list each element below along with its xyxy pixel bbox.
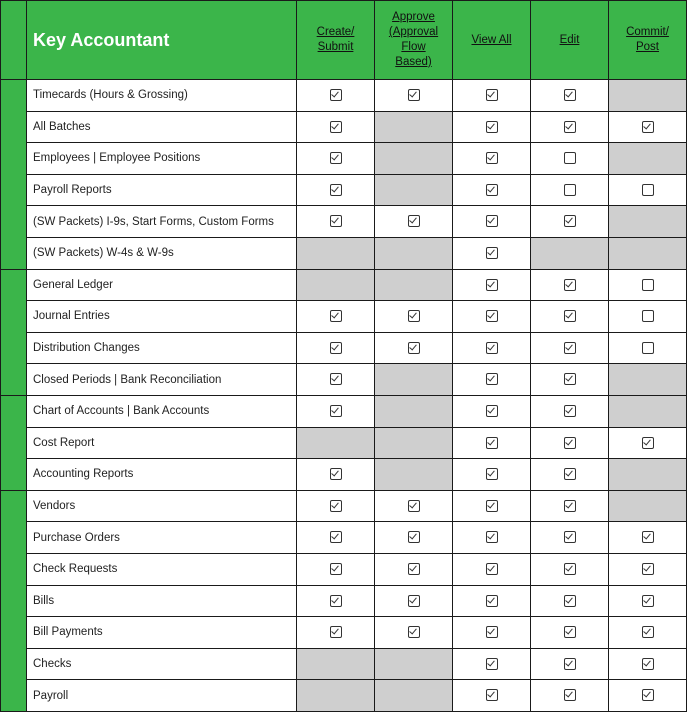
not-applicable-cell — [375, 680, 453, 712]
checked-box-icon[interactable] — [564, 437, 576, 449]
row-label: Distribution Changes — [27, 332, 297, 364]
unchecked-box-icon[interactable] — [564, 184, 576, 196]
permission-cell — [453, 680, 531, 712]
permission-cell — [531, 301, 609, 333]
table-row — [1, 553, 687, 585]
checked-box-icon[interactable] — [564, 595, 576, 607]
row-label: Payroll Reports — [27, 174, 297, 206]
table-row — [1, 522, 687, 554]
checked-box-icon[interactable] — [408, 595, 420, 607]
permission-cell — [375, 301, 453, 333]
permission-cell — [609, 617, 687, 649]
permission-cell — [375, 585, 453, 617]
not-applicable-cell — [609, 143, 687, 175]
permission-cell — [453, 427, 531, 459]
checked-box-icon[interactable] — [642, 658, 654, 670]
permission-cell — [375, 553, 453, 585]
not-applicable-cell — [375, 364, 453, 396]
not-applicable-cell — [297, 427, 375, 459]
checked-box-icon[interactable] — [486, 531, 498, 543]
unchecked-box-icon[interactable] — [642, 184, 654, 196]
checked-box-icon[interactable] — [564, 215, 576, 227]
checked-box-icon[interactable] — [330, 373, 342, 385]
checked-box-icon[interactable] — [564, 468, 576, 480]
row-label: Bills — [27, 585, 297, 617]
not-applicable-cell — [375, 111, 453, 143]
checked-box-icon[interactable] — [564, 689, 576, 701]
permission-cell — [297, 617, 375, 649]
row-label: Purchase Orders — [27, 522, 297, 554]
not-applicable-cell — [609, 395, 687, 427]
permission-cell — [375, 617, 453, 649]
checked-box-icon[interactable] — [642, 689, 654, 701]
checked-box-icon[interactable] — [330, 626, 342, 638]
checked-box-icon[interactable] — [564, 342, 576, 354]
checked-box-icon[interactable] — [408, 215, 420, 227]
permission-cell — [531, 617, 609, 649]
not-applicable-cell — [609, 80, 687, 112]
not-applicable-cell — [609, 364, 687, 396]
checked-box-icon[interactable] — [408, 342, 420, 354]
checked-box-icon[interactable] — [486, 689, 498, 701]
checked-box-icon[interactable] — [408, 500, 420, 512]
checked-box-icon[interactable] — [408, 626, 420, 638]
permission-cell — [531, 490, 609, 522]
permission-cell — [531, 111, 609, 143]
unchecked-box-icon[interactable] — [642, 310, 654, 322]
not-applicable-cell — [375, 143, 453, 175]
page-title: Key Accountant — [27, 1, 297, 80]
not-applicable-cell — [375, 648, 453, 680]
permission-cell — [453, 617, 531, 649]
checked-box-icon[interactable] — [486, 247, 498, 259]
checked-box-icon[interactable] — [564, 500, 576, 512]
checked-box-icon[interactable] — [564, 373, 576, 385]
permission-cell — [609, 680, 687, 712]
checked-box-icon[interactable] — [486, 658, 498, 670]
checked-box-icon[interactable] — [564, 310, 576, 322]
checked-box-icon[interactable] — [408, 531, 420, 543]
checked-box-icon[interactable] — [564, 121, 576, 133]
permission-cell — [531, 143, 609, 175]
row-label: Closed Periods | Bank Reconciliation — [27, 364, 297, 396]
unchecked-box-icon[interactable] — [642, 342, 654, 354]
checked-box-icon[interactable] — [330, 152, 342, 164]
permission-cell — [531, 648, 609, 680]
col-edit: Edit — [559, 33, 580, 46]
not-applicable-cell — [375, 174, 453, 206]
checked-box-icon[interactable] — [486, 500, 498, 512]
table-row — [1, 269, 687, 301]
permission-cell — [453, 111, 531, 143]
row-label: Vendors — [27, 490, 297, 522]
checked-box-icon[interactable] — [642, 563, 654, 575]
row-label: General Ledger — [27, 269, 297, 301]
table-row — [1, 111, 687, 143]
table-row — [1, 617, 687, 649]
category-band — [1, 80, 27, 270]
checked-box-icon[interactable] — [330, 468, 342, 480]
permission-cell — [609, 522, 687, 554]
checked-box-icon[interactable] — [486, 563, 498, 575]
permission-cell — [297, 301, 375, 333]
unchecked-box-icon[interactable] — [642, 279, 654, 291]
not-applicable-cell — [297, 648, 375, 680]
permission-cell — [531, 427, 609, 459]
not-applicable-cell — [375, 427, 453, 459]
checked-box-icon[interactable] — [486, 279, 498, 291]
col-header — [453, 1, 531, 80]
permission-cell — [453, 143, 531, 175]
permission-cell — [297, 80, 375, 112]
permission-cell — [531, 459, 609, 491]
col-create-submit: Create/ Submit — [316, 26, 355, 53]
permission-cell — [375, 490, 453, 522]
permission-cell — [297, 174, 375, 206]
not-applicable-cell — [609, 206, 687, 238]
permission-cell — [297, 364, 375, 396]
checked-box-icon[interactable] — [486, 89, 498, 101]
table-row — [1, 143, 687, 175]
checked-box-icon[interactable] — [564, 658, 576, 670]
col-view-all: View All — [471, 33, 512, 46]
checked-box-icon[interactable] — [330, 121, 342, 133]
checked-box-icon[interactable] — [564, 531, 576, 543]
permission-cell — [531, 332, 609, 364]
checked-box-icon[interactable] — [486, 184, 498, 196]
permission-cell — [609, 174, 687, 206]
permission-cell — [453, 364, 531, 396]
row-label: Payroll — [27, 680, 297, 712]
category-band — [1, 395, 27, 490]
row-label: Bill Payments — [27, 617, 297, 649]
not-applicable-cell — [375, 237, 453, 269]
checked-box-icon[interactable] — [486, 626, 498, 638]
table-row — [1, 206, 687, 238]
permissions-body — [1, 80, 687, 712]
category-band — [1, 490, 27, 711]
permission-cell — [609, 301, 687, 333]
permission-cell — [297, 490, 375, 522]
not-applicable-cell — [297, 269, 375, 301]
table-row — [1, 585, 687, 617]
checked-box-icon[interactable] — [330, 563, 342, 575]
checked-box-icon[interactable] — [642, 121, 654, 133]
permission-cell — [297, 522, 375, 554]
permission-cell — [531, 174, 609, 206]
col-header — [375, 1, 453, 80]
permission-cell — [453, 522, 531, 554]
permission-cell — [531, 680, 609, 712]
permission-cell — [453, 648, 531, 680]
col-header — [609, 1, 687, 80]
permission-cell — [453, 174, 531, 206]
checked-box-icon[interactable] — [486, 437, 498, 449]
table-row — [1, 364, 687, 396]
checked-box-icon[interactable] — [408, 563, 420, 575]
header-row — [1, 1, 687, 80]
not-applicable-cell — [297, 680, 375, 712]
table-row — [1, 648, 687, 680]
permission-cell — [453, 237, 531, 269]
checked-box-icon[interactable] — [564, 279, 576, 291]
permission-cell — [531, 364, 609, 396]
checked-box-icon[interactable] — [486, 342, 498, 354]
permission-cell — [531, 269, 609, 301]
row-label: (SW Packets) I-9s, Start Forms, Custom Forms — [27, 206, 297, 238]
permission-cell — [609, 332, 687, 364]
permission-cell — [531, 522, 609, 554]
permission-cell — [609, 427, 687, 459]
permission-cell — [297, 585, 375, 617]
checked-box-icon[interactable] — [330, 405, 342, 417]
permission-cell — [297, 459, 375, 491]
table-row — [1, 490, 687, 522]
permission-cell — [531, 585, 609, 617]
permission-cell — [453, 301, 531, 333]
table-row — [1, 332, 687, 364]
permission-cell — [531, 80, 609, 112]
permission-cell — [453, 206, 531, 238]
permission-cell — [297, 553, 375, 585]
table-row — [1, 174, 687, 206]
col-approve: Approve (Approval Flow Based) — [388, 11, 439, 68]
checked-box-icon[interactable] — [408, 310, 420, 322]
checked-box-icon[interactable] — [486, 310, 498, 322]
permission-cell — [297, 395, 375, 427]
row-label: Checks — [27, 648, 297, 680]
permission-cell — [375, 80, 453, 112]
permission-cell — [609, 585, 687, 617]
unchecked-box-icon[interactable] — [564, 152, 576, 164]
not-applicable-cell — [531, 237, 609, 269]
checked-box-icon[interactable] — [330, 500, 342, 512]
checked-box-icon[interactable] — [330, 215, 342, 227]
permission-cell — [609, 648, 687, 680]
permission-cell — [297, 332, 375, 364]
checked-box-icon[interactable] — [330, 310, 342, 322]
checked-box-icon[interactable] — [486, 405, 498, 417]
checked-box-icon[interactable] — [486, 373, 498, 385]
category-band — [1, 269, 27, 395]
not-applicable-cell — [375, 459, 453, 491]
permission-cell — [297, 111, 375, 143]
permission-cell — [375, 522, 453, 554]
permission-cell — [453, 459, 531, 491]
checked-box-icon[interactable] — [564, 405, 576, 417]
checked-box-icon[interactable] — [330, 595, 342, 607]
permission-cell — [531, 395, 609, 427]
checked-box-icon[interactable] — [564, 89, 576, 101]
not-applicable-cell — [375, 269, 453, 301]
checked-box-icon[interactable] — [330, 531, 342, 543]
table-row — [1, 680, 687, 712]
permission-cell — [453, 490, 531, 522]
checked-box-icon[interactable] — [330, 184, 342, 196]
permission-cell — [375, 332, 453, 364]
not-applicable-cell — [297, 237, 375, 269]
row-label: Timecards (Hours & Grossing) — [27, 80, 297, 112]
table-row — [1, 80, 687, 112]
col-header — [297, 1, 375, 80]
permission-cell — [453, 395, 531, 427]
not-applicable-cell — [609, 237, 687, 269]
permission-cell — [531, 553, 609, 585]
permission-cell — [531, 206, 609, 238]
permission-cell — [609, 553, 687, 585]
not-applicable-cell — [375, 395, 453, 427]
checked-box-icon[interactable] — [642, 626, 654, 638]
checked-box-icon[interactable] — [330, 342, 342, 354]
permission-cell — [453, 553, 531, 585]
table-row — [1, 459, 687, 491]
permission-cell — [453, 332, 531, 364]
row-label: Check Requests — [27, 553, 297, 585]
checked-box-icon[interactable] — [486, 468, 498, 480]
checked-box-icon[interactable] — [642, 437, 654, 449]
checked-box-icon[interactable] — [642, 531, 654, 543]
table-row — [1, 237, 687, 269]
not-applicable-cell — [609, 490, 687, 522]
permission-cell — [297, 143, 375, 175]
checked-box-icon[interactable] — [564, 626, 576, 638]
checked-box-icon[interactable] — [486, 215, 498, 227]
checked-box-icon[interactable] — [408, 89, 420, 101]
row-label: Accounting Reports — [27, 459, 297, 491]
permission-cell — [297, 206, 375, 238]
permission-cell — [453, 269, 531, 301]
not-applicable-cell — [609, 459, 687, 491]
row-label: Employees | Employee Positions — [27, 143, 297, 175]
permission-cell — [453, 585, 531, 617]
col-header — [531, 1, 609, 80]
row-label: (SW Packets) W-4s & W-9s — [27, 237, 297, 269]
checked-box-icon[interactable] — [330, 89, 342, 101]
permission-cell — [375, 206, 453, 238]
col-commit-post: Commit/ Post — [626, 26, 669, 53]
row-label: Journal Entries — [27, 301, 297, 333]
checked-box-icon[interactable] — [486, 121, 498, 133]
checked-box-icon[interactable] — [642, 595, 654, 607]
permission-cell — [609, 269, 687, 301]
row-label: Cost Report — [27, 427, 297, 459]
permission-cell — [453, 80, 531, 112]
checked-box-icon[interactable] — [486, 152, 498, 164]
table-row — [1, 427, 687, 459]
table-row — [1, 301, 687, 333]
table-row — [1, 395, 687, 427]
row-label: All Batches — [27, 111, 297, 143]
header-corner — [1, 1, 27, 80]
checked-box-icon[interactable] — [564, 563, 576, 575]
row-label: Chart of Accounts | Bank Accounts — [27, 395, 297, 427]
checked-box-icon[interactable] — [486, 595, 498, 607]
permission-cell — [609, 111, 687, 143]
